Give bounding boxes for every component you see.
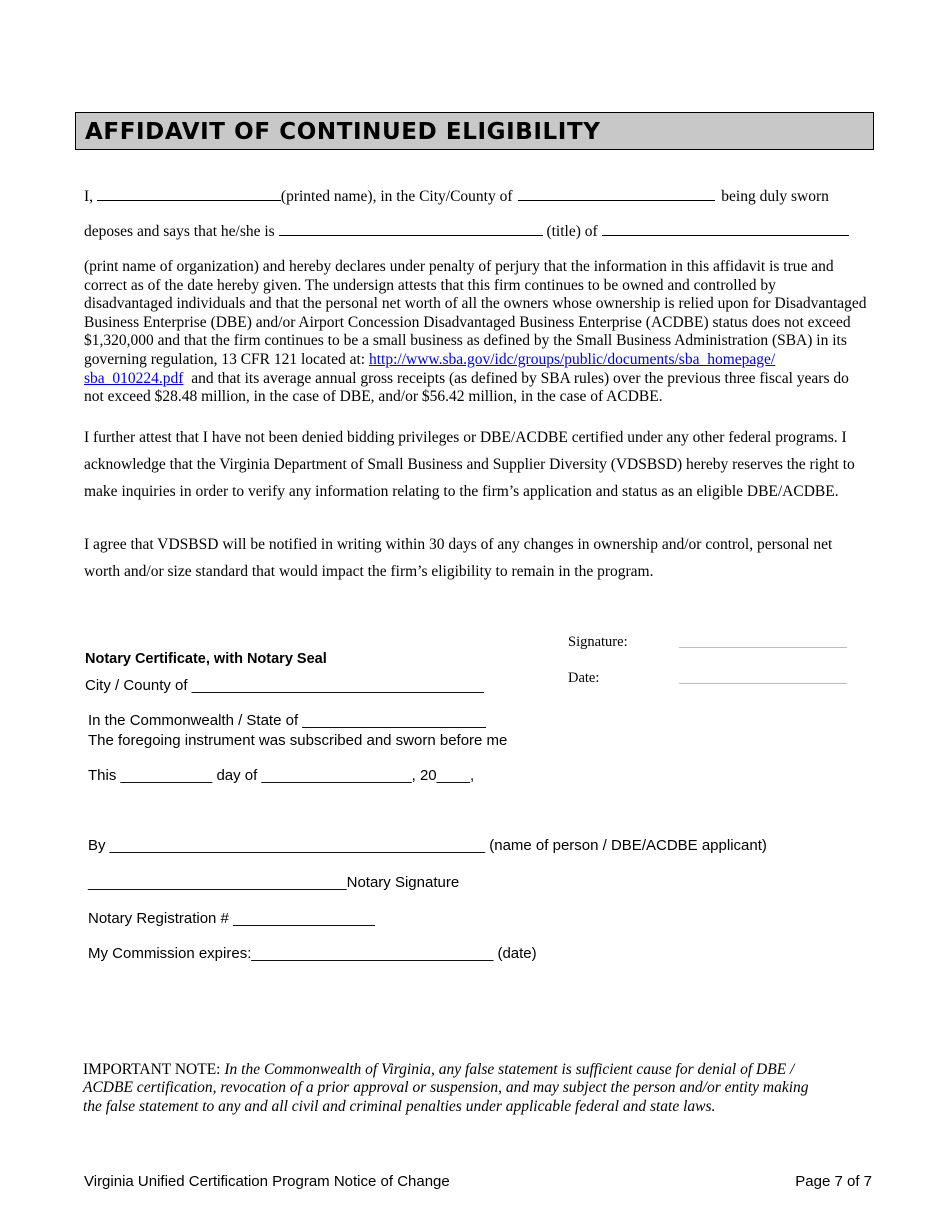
- paragraph-line: make inquiries in order to verify any information relating to the firm’s application and status as an eligible DBE/ACDBE.: [84, 483, 839, 500]
- date-line[interactable]: ________________________: [679, 671, 847, 686]
- notary-day-line[interactable]: This ___________ day of __________________, 20____,: [88, 767, 475, 784]
- printed-name-label: (printed name), in the City/County of: [280, 188, 513, 205]
- footer-title: Virginia Unified Certification Program Notice of Change: [84, 1173, 450, 1190]
- page-number: Page 7 of 7: [795, 1173, 872, 1190]
- paragraph-line: disadvantaged individuals and that the personal net worth of all the owners whose ownership is relied upon for Disadvantaged: [84, 295, 867, 313]
- important-note: [83, 1061, 873, 1116]
- city-county-field[interactable]: [518, 186, 715, 201]
- paragraph-line: [84, 370, 874, 389]
- deposes-text: deposes and says that he/she is: [84, 223, 275, 240]
- notary-city-county[interactable]: City / County of ___________________________________: [85, 677, 484, 694]
- title-field[interactable]: [279, 221, 543, 236]
- important-note-line: ACDBE certification, revocation of a prior approval or suspension, and may subject the person and/or entity making: [83, 1079, 809, 1097]
- sba-link-part-2[interactable]: sba_010224.pdf: [84, 369, 184, 387]
- affidavit-paragraph-2: [84, 424, 855, 505]
- paragraph-line: (print name of organization) and hereby declares under penalty of perjury that the information in this affidavit is true and: [84, 258, 834, 275]
- paragraph-line: acknowledge that the Virginia Department of Small Business and Supplier Diversity (VDSBSD) hereby reserves the right to: [84, 456, 855, 473]
- notary-signature-line[interactable]: _______________________________Notary Signature: [88, 874, 460, 891]
- notary-sworn-text: The foregoing instrument was subscribed and sworn before me: [88, 732, 508, 749]
- paragraph-line: $1,320,000 and that the firm continues to be a small business as defined by the Small Business Administration (SBA) in its: [84, 332, 847, 350]
- notary-commission[interactable]: My Commission expires:_____________________________ (date): [88, 945, 537, 962]
- gross-receipts-text: and that its average annual gross receipts (as defined by SBA rules) over the previous three fiscal years do: [183, 369, 849, 387]
- affidavit-paragraph-3: [84, 531, 832, 585]
- affidavit-line-1: [84, 186, 829, 206]
- date-label: Date:: [568, 670, 600, 686]
- signature-label: Signature:: [568, 634, 628, 650]
- printed-name-field[interactable]: [97, 186, 281, 201]
- title-banner: [75, 112, 874, 150]
- notary-heading: Notary Certificate, with Notary Seal: [85, 651, 327, 667]
- duly-sworn-text: being duly sworn: [721, 188, 829, 205]
- paragraph-line: worth and/or size standard that would impact the firm’s eligibility to remain in the program.: [84, 563, 654, 580]
- paragraph-line: correct as of the date hereby given. The undersign attests that this firm continues to be owned and controlled by: [84, 276, 776, 294]
- important-note-label: IMPORTANT NOTE:: [83, 1061, 221, 1078]
- page-title: AFFIDAVIT OF CONTINUED ELIGIBILITY: [85, 119, 601, 145]
- affidavit-i-prefix: I,: [84, 188, 94, 205]
- important-note-line: In the Commonwealth of Virginia, any false statement is sufficient cause for denial of DBE /: [220, 1061, 795, 1078]
- paragraph-line: I agree that VDSBSD will be notified in writing within 30 days of any changes in ownership and/or control, personal net: [84, 536, 833, 553]
- paragraph-line: Business Enterprise (DBE) and/or Airport Concession Disadvantaged Business Enterprise (ACDBE) status does not exceed: [84, 313, 851, 331]
- signature-line[interactable]: ________________________: [679, 635, 847, 650]
- sba-link-part-1[interactable]: http://www.sba.gov/idc/groups/public/documents/sba_homepage/: [368, 350, 776, 368]
- paragraph-line: not exceed $28.48 million, in the case of DBE, and/or $56.42 million, in the case of ACDBE.: [84, 388, 663, 406]
- notary-by-line[interactable]: By _____________________________________________ (name of person / DBE/ACDBE applicant): [88, 837, 767, 854]
- regulation-text: governing regulation, 13 CFR 121 located at:: [84, 350, 369, 368]
- notary-state[interactable]: In the Commonwealth / State of ______________________: [88, 712, 486, 729]
- paragraph-line: I further attest that I have not been denied bidding privileges or DBE/ACDBE certified under any other federal programs. I: [84, 429, 847, 446]
- notary-registration[interactable]: Notary Registration # _________________: [88, 910, 375, 927]
- organization-field[interactable]: [602, 221, 849, 236]
- affidavit-paragraph-1: [84, 258, 874, 407]
- important-note-line: the false statement to any and all civil and criminal penalties under applicable federal and state laws.: [83, 1097, 716, 1115]
- title-of-label: (title) of: [546, 223, 598, 240]
- affidavit-line-2: [84, 221, 849, 241]
- paragraph-line: [84, 351, 874, 370]
